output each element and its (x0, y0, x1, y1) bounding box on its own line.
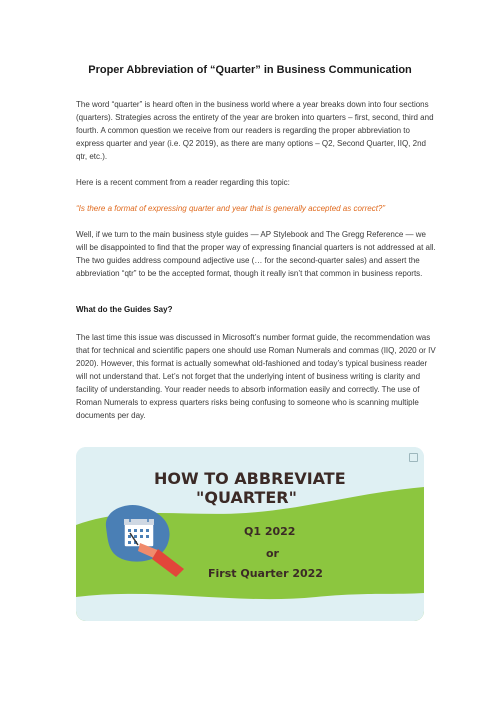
intro-paragraph: The word “quarter” is heard often in the business world where a year breaks down into four sections (quarters). Strategies across the entirety of the year are broken into quarters – first, second, third and fourth. A common question we receive from our readers is regarding the proper abbreviation to express quarter and year (i.e. Q2 2019), as there are many options – Q2, Second Quarter, IIQ, 2nd qtr, etc.). (76, 100, 434, 161)
banner-title (154, 469, 354, 507)
page-title: Proper Abbreviation of “Quarter” in Business Communication (88, 64, 412, 76)
banner-q1-text: Q1 2022 (244, 525, 296, 538)
section-heading: What do the Guides Say? (76, 305, 173, 314)
style-guides-paragraph: Well, if we turn to the main business style guides — AP Stylebook and The Gregg Reference — we will be disappointed to find that the proper way of expressing financial quarters is not addressed at all. The two guides address compound adjective use (… for the second-quarter sales) and assert the abbreviation “qtr” to be the accepted format, though it really isn’t that common in business reports. (76, 230, 436, 278)
banner-title-line1: HOW TO ABBREVIATE (154, 469, 346, 488)
reader-comment-intro: Here is a recent comment from a reader regarding this topic: (76, 178, 290, 187)
reader-quote: “Is there a format of expressing quarter and year that is generally accepted as correct?” (76, 204, 386, 213)
expand-icon[interactable] (409, 453, 418, 462)
banner-title-line2: "QUARTER" (196, 488, 297, 507)
guides-paragraph: The last time this issue was discussed in Microsoft’s number format guide, the recommendation was that for technical and scientific papers one should use Roman Numerals and commas (IIQ, 2020 or IV 2020). However, this format is actually somewhat old-fashioned and today’s typical business reader will not understand that. Let’s not forget that the underlying intent of business writing is clarity and facility of understanding. Your reader needs to absorb information easily and correctly. The use of Roman Numerals to express quarters risks being confusing to someone who is scanning multiple documents per day. (76, 333, 436, 420)
banner-first-quarter-text: First Quarter 2022 (208, 567, 323, 580)
quarter-banner-image (76, 447, 424, 621)
banner-or-text: or (266, 547, 279, 560)
